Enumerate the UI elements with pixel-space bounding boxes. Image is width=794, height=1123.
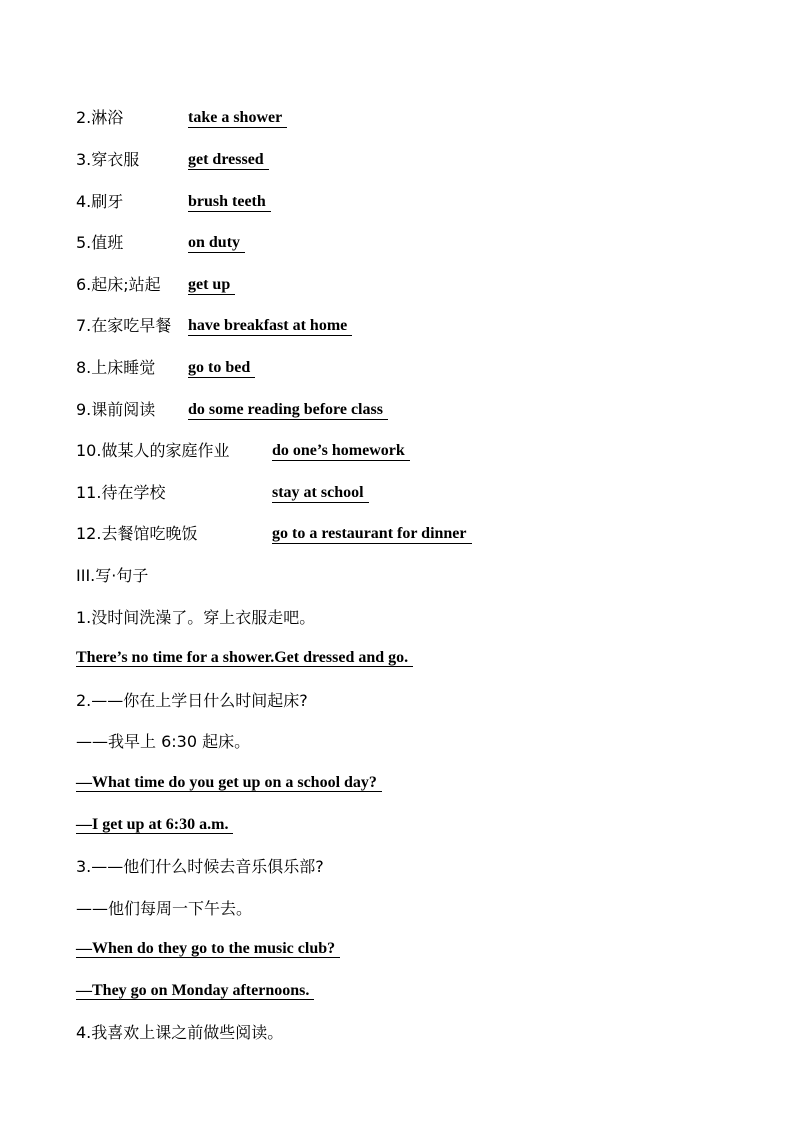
answer-text: —When do they go to the music club? [76,940,340,958]
section-heading: III.写·句子 [76,566,149,585]
sentence-answer [76,940,340,964]
sentence-answer [76,816,233,840]
vocab-answer: brush teeth [188,193,271,212]
answer-text: —They go on Monday afternoons. [76,982,314,1000]
sentence-prompt: 4.我喜欢上课之前做些阅读。 [76,1023,284,1042]
vocab-chinese: 3.穿衣服 [76,150,140,169]
sentence-prompt: 1.没时间洗澡了。穿上衣服走吧。 [76,608,316,627]
vocab-chinese: 5.值班 [76,233,124,252]
vocab-chinese: 9.课前阅读 [76,400,156,419]
vocab-chinese: 12.去餐馆吃晚饭 [76,524,198,543]
sentence-prompt: 3.——他们什么时候去音乐俱乐部? [76,857,324,876]
vocab-answer: do one’s homework [272,442,410,461]
answer-text: —I get up at 6:30 a.m. [76,816,233,834]
vocab-chinese: 7.在家吃早餐 [76,316,172,335]
vocab-answer: take a shower [188,109,287,128]
answer-text: There’s no time for a shower.Get dressed and go. [76,649,413,667]
vocab-chinese: 4.刷牙 [76,192,124,211]
sentence-answer [76,982,314,1006]
sentence-answer [76,649,413,673]
sentence-answer [76,774,382,798]
vocab-chinese: 2.淋浴 [76,108,124,127]
vocab-answer: stay at school [272,484,369,503]
vocab-chinese: 10.做某人的家庭作业 [76,441,230,460]
vocab-answer: have breakfast at home [188,317,352,336]
vocab-answer: get up [188,276,235,295]
sentence-prompt: 2.——你在上学日什么时间起床? [76,691,308,710]
vocab-chinese: 6.起床;站起 [76,275,161,294]
vocab-chinese: 11.待在学校 [76,483,166,502]
vocab-answer: on duty [188,234,245,253]
sentence-prompt: ——我早上 6:30 起床。 [76,732,251,751]
vocab-chinese: 8.上床睡觉 [76,358,156,377]
vocab-answer: get dressed [188,151,269,170]
vocab-answer: do some reading before class [188,401,388,420]
sentence-prompt: ——他们每周一下午去。 [76,899,253,918]
answer-text: —What time do you get up on a school day? [76,774,382,792]
vocab-answer: go to a restaurant for dinner [272,525,472,544]
vocab-answer: go to bed [188,359,255,378]
